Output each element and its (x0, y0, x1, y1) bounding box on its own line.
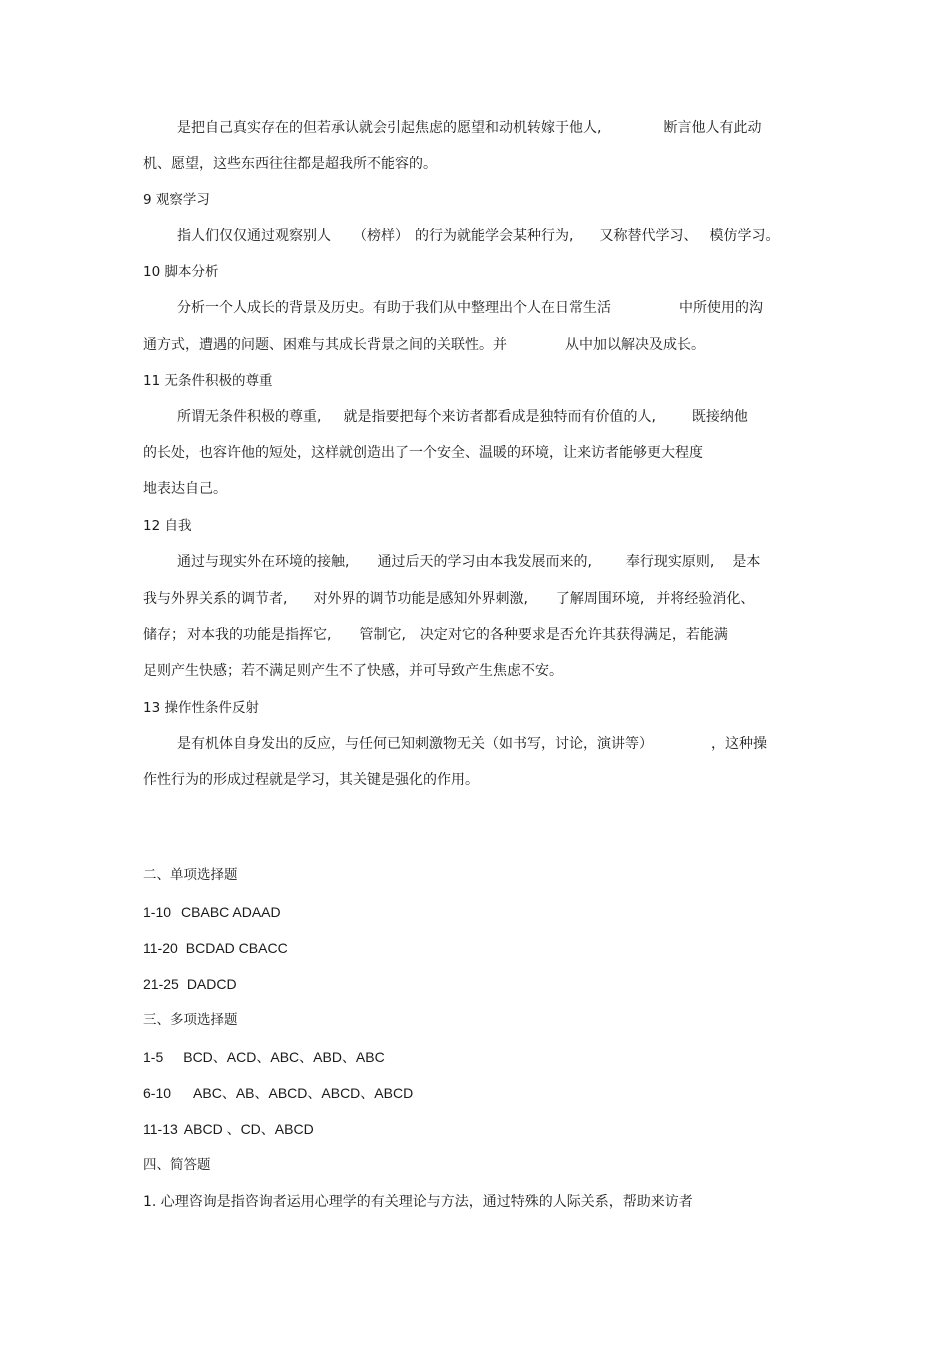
answer-row (143, 1120, 314, 1138)
text-segment: 决定对它的各种要求是否允许其获得满足，若能满 (419, 627, 728, 643)
text-segment: 又称替代学习、 (599, 228, 698, 244)
heading-text: 10 脚本分析 (143, 264, 219, 280)
text-segment: 我与外界关系的调节者, (143, 591, 288, 607)
answer-range: 21-25 (143, 976, 179, 992)
text-segment: （榜样） (353, 228, 409, 244)
answer-range: 1-5 (143, 1049, 164, 1065)
text-segment: 是把自己真实存在的但若承认就会引起焦虑的愿望和动机转嫁于他人, (177, 120, 602, 136)
answer-row (143, 1084, 413, 1102)
answer-value: ABCD 、CD、ABCD (183, 1121, 314, 1137)
text-segment: 模仿学习。 (709, 228, 780, 244)
section-title-short-answer (143, 1156, 211, 1174)
text-segment: 所谓无条件积极的尊重, (177, 409, 322, 425)
answer-range: 6-10 (143, 1085, 172, 1101)
answer-range: 1-10 (143, 904, 172, 920)
text-line (177, 735, 767, 753)
section-heading (143, 699, 259, 717)
answer-value: CBABC ADAAD (181, 904, 281, 920)
text-segment: 分析一个人成长的背景及历史。有助于我们从中整理出个人在日常生活 (177, 300, 611, 316)
text-segment: 指人们仅仅通过观察别人 (177, 228, 331, 244)
text-segment: 对外界的调节功能是感知外界刺激, (313, 591, 528, 607)
text-segment: 作性行为的形成过程就是学习，其关键是强化的作用。 (143, 772, 479, 788)
answer-row (143, 939, 288, 957)
section-title-text: 四、简答题 (143, 1157, 211, 1173)
text-segment: 并将经验消化、 (656, 591, 755, 607)
text-line (143, 1193, 693, 1211)
text-segment: 储存； (143, 627, 185, 643)
text-segment: ，这种操 (711, 736, 767, 752)
text-segment: 了解周围环境, (555, 591, 645, 607)
text-segment: 对本我的功能是指挥它, (187, 627, 332, 643)
text-segment: 通过与现实外在环境的接触, (177, 554, 350, 570)
text-segment: 既接纳他 (691, 409, 748, 425)
section-title-multi-choice (143, 1011, 238, 1029)
answer-row (143, 975, 237, 993)
text-segment: 足则产生快感；若不满足则产生不了快感，并可导致产生焦虑不安。 (143, 663, 563, 679)
answer-row (143, 1048, 385, 1066)
text-segment: 就是指要把每个来访者都看成是独特而有价值的人, (343, 409, 656, 425)
text-line (143, 155, 437, 173)
section-heading (143, 372, 272, 390)
text-line (143, 336, 705, 354)
text-segment: 地表达自己。 (143, 481, 227, 497)
text-segment: 断言他人有此动 (663, 120, 762, 136)
text-segment: 中所使用的沟 (679, 300, 763, 316)
text-segment: 是本 (732, 554, 761, 570)
heading-text: 13 操作性条件反射 (143, 700, 259, 716)
text-line (177, 227, 779, 245)
text-segment: 的长处，也容许他的短处，这样就创造出了一个安全、温暖的环境，让来访者能够更大程度 (143, 445, 703, 461)
answer-row (143, 903, 281, 921)
text-line (143, 444, 703, 462)
section-heading (143, 263, 218, 281)
text-line (177, 119, 761, 137)
text-line (177, 408, 748, 426)
answer-value: DADCD (186, 976, 237, 992)
text-line (143, 662, 563, 680)
text-segment: 1. 心理咨询是指咨询者运用心理学的有关理论与方法，通过特殊的人际关系，帮助来访者 (143, 1194, 693, 1210)
section-title-text: 二、单项选择题 (143, 867, 238, 883)
text-segment: 通方式，遭遇的问题、困难与其成长背景之间的关联性。并 (143, 337, 507, 353)
section-title-text: 三、多项选择题 (143, 1012, 238, 1028)
text-line (143, 626, 728, 644)
answer-range: 11-20 (143, 940, 178, 956)
section-heading (143, 517, 191, 535)
section-heading (143, 191, 210, 209)
answer-value: BCD、ACD、ABC、ABD、ABC (183, 1049, 385, 1065)
heading-text: 12 自我 (143, 518, 192, 534)
answer-value: ABC、AB、ABCD、ABCD、ABCD (193, 1085, 414, 1101)
answer-range: 11-13 (143, 1121, 178, 1137)
text-segment: 的行为就能学会某种行为, (415, 228, 574, 244)
answer-value: BCDAD CBACC (185, 940, 288, 956)
text-line (143, 590, 754, 608)
text-line (177, 299, 763, 317)
heading-text: 11 无条件积极的尊重 (143, 373, 273, 389)
text-line (143, 480, 227, 498)
text-line (143, 771, 479, 789)
text-segment: 通过后天的学习由本我发展而来的, (377, 554, 592, 570)
text-segment: 是有机体自身发出的反应，与任何已知刺激物无关（如书写，讨论，演讲等） (177, 736, 653, 752)
section-title-single-choice (143, 866, 238, 884)
text-segment: 从中加以解决及成长。 (565, 337, 705, 353)
heading-text: 9 观察学习 (143, 192, 210, 208)
text-segment: 机、愿望，这些东西往往都是超我所不能容的。 (143, 156, 437, 172)
text-segment: 奉行现实原则, (625, 554, 715, 570)
text-segment: 管制它, (359, 627, 406, 643)
text-line (177, 553, 760, 571)
